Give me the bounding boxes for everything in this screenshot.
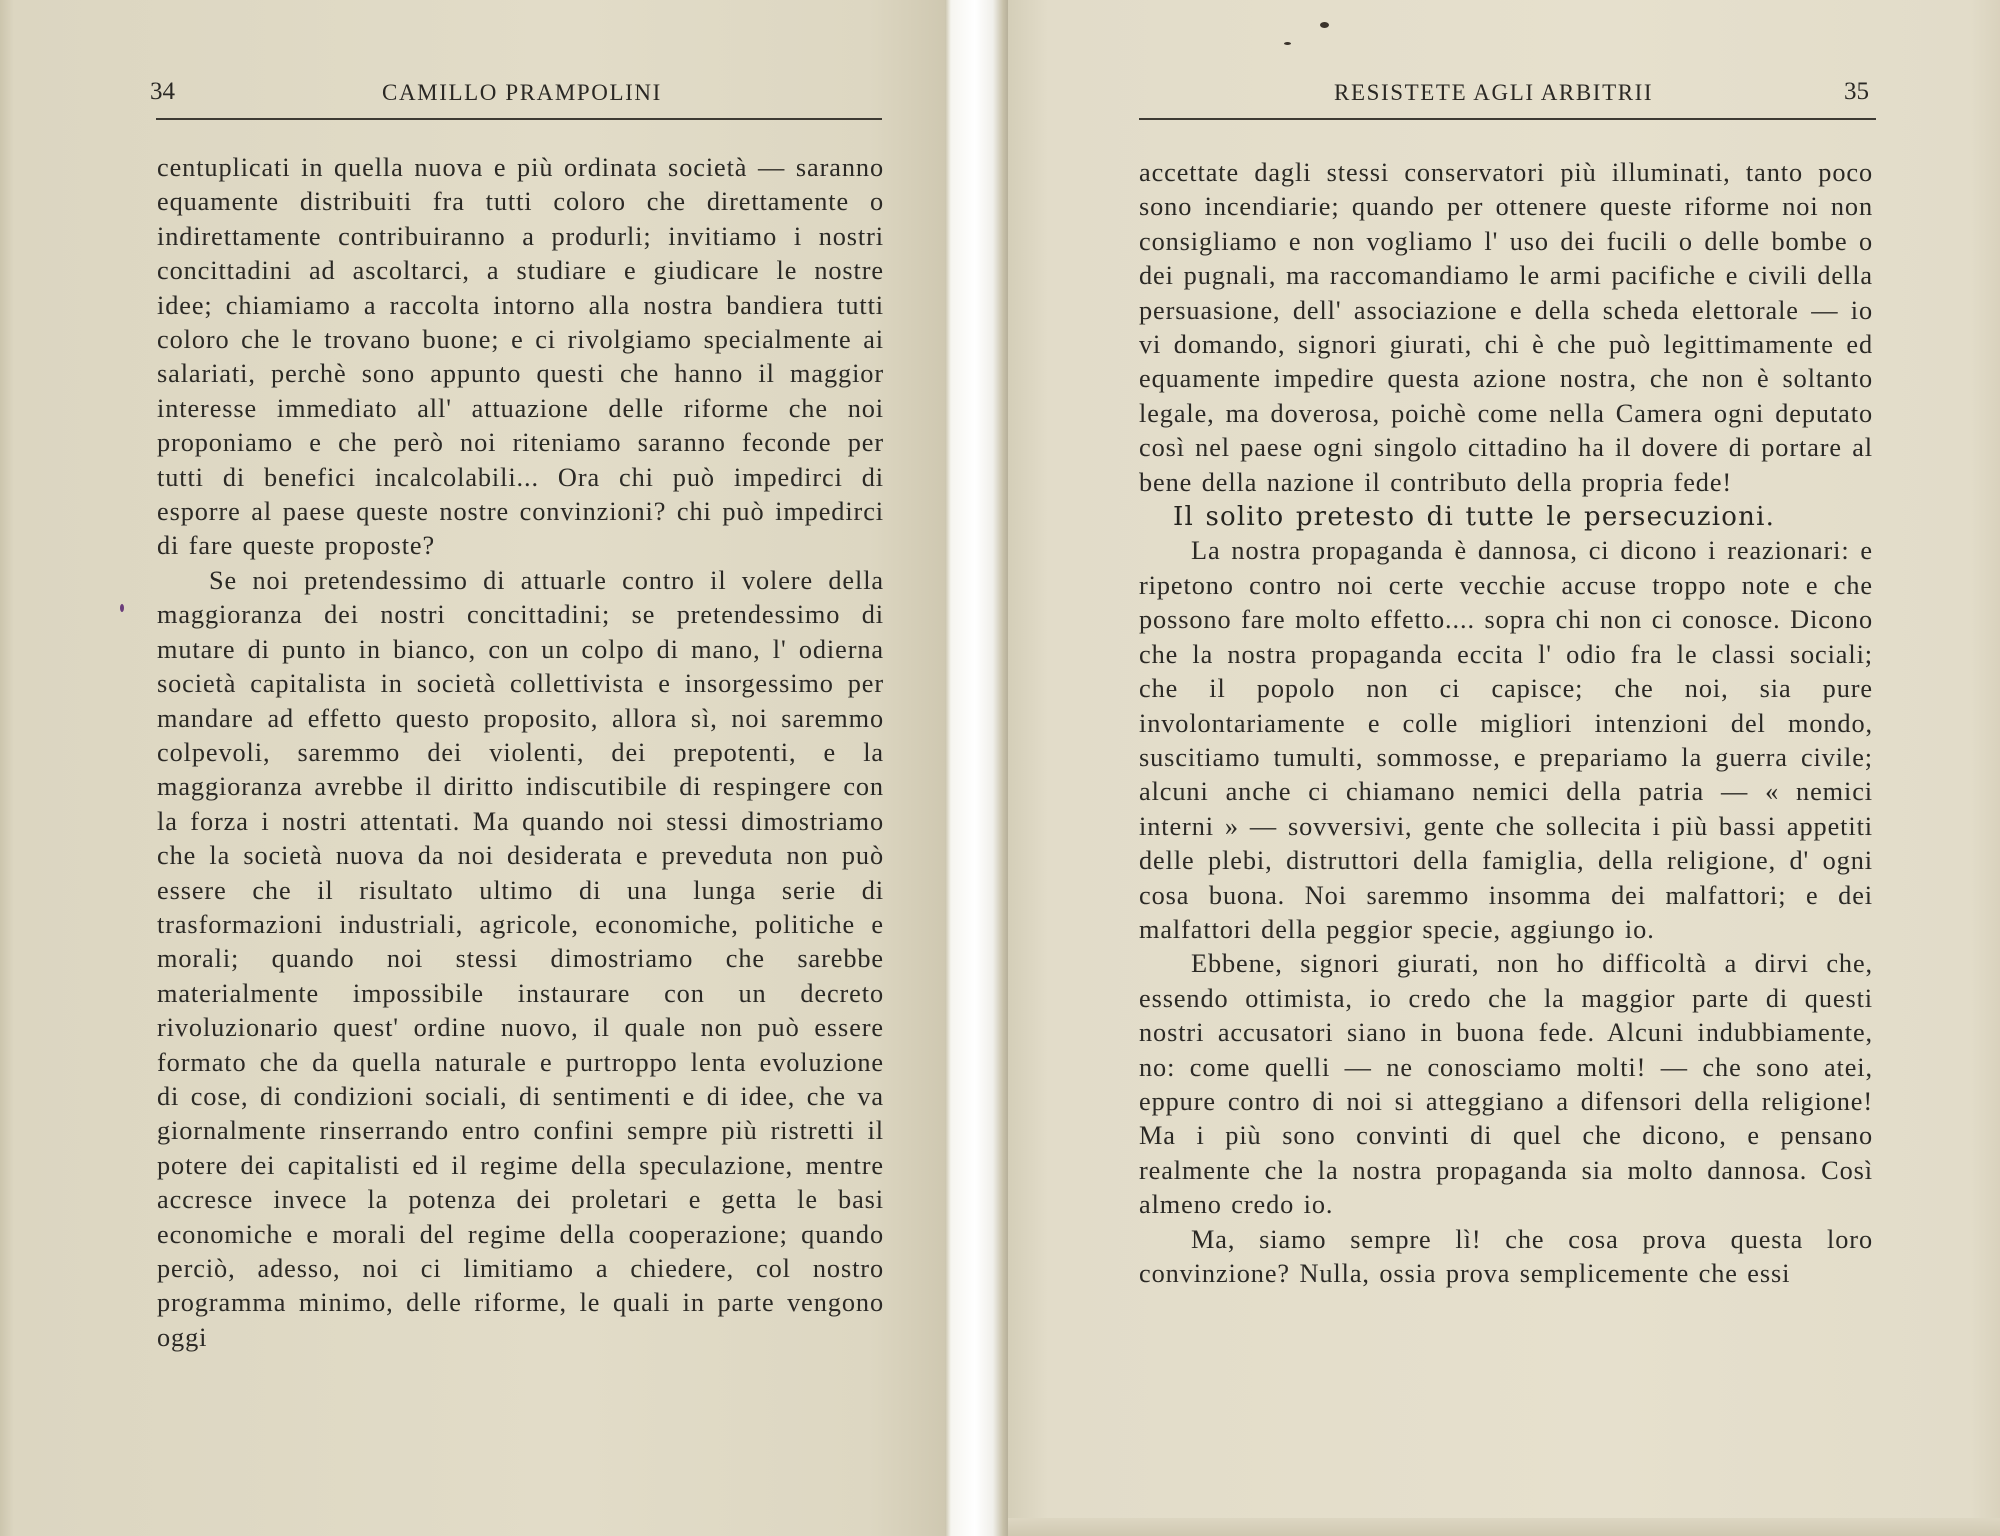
ink-mark: [120, 604, 124, 612]
left-header-rule: [156, 118, 882, 120]
right-page-number: 35: [1844, 78, 1869, 105]
left-paragraph-1: centuplicati in quella nuova e più ordinata società — saranno equamente distribuiti fra tutti coloro che direttamente o indirettamente contribuiranno a produrli; invitiamo i nostri concittadini ad ascoltarci, a studiare e giudicare le nostre idee; chiamiamo a raccolta intorno alla nostra bandiera tutti coloro che le trovano buone; e ci rivolgiamo specialmente ai salariati, perchè sono appunto questi che hanno il maggior interesse immediato all' attuazione delle riforme che noi proponiamo e che però noi riteniamo saranno feconde per tutti di benefici incalcolabili... Ora chi può impedirci di esporre al paese queste nostre convinzioni? chi può impedirci di fare queste proposte?: [157, 153, 884, 561]
paper-speck: [1284, 42, 1291, 45]
right-paragraph-continued: accettate dagli stessi conservatori più illuminati, tanto poco sono incendiarie; quando per ottenere queste riforme noi non consigliamo e non vogliamo l' uso dei fucili o delle bombe o dei pugnali, ma raccomandiamo le armi pacifiche e civili della persuasione, dell' associazione e della scheda elettorale — io vi domando, signori giurati, chi è che può legittimamente ed equamente impedire questa azione nostra, che non è soltanto legale, ma doverosa, poichè come nella Camera ogni deputato così nel paese ogni singolo cittadino ha il dovere di portare al bene della nazione il contributo della propria fede!: [1139, 158, 1873, 497]
left-running-head: CAMILLO PRAMPOLINI: [382, 80, 662, 105]
book-gutter: [945, 0, 1008, 1536]
right-page-header: [1334, 78, 1876, 112]
right-header-rule: [1139, 118, 1876, 120]
paper-speck: [1320, 22, 1329, 28]
left-page-body: [157, 151, 884, 1355]
left-paragraph-2: Se noi pretendessimo di attuarle contro il volere della maggioranza dei nostri concittadini; se pretendessimo di mutare di punto in bianco, con un colpo di mano, l' odierna società capitalista in società collettivista e insorgessimo per mandare ad effetto questo proposito, allora sì, noi saremmo colpevoli, saremmo dei violenti, dei prepotenti, e la maggioranza avrebbe il diritto indiscutibile di respingere con la forza i nostri attentati. Ma quando noi stessi dimostriamo che la società nuova da noi desiderata e preveduta non può essere che il risultato ultimo di una lunga serie di trasformazioni industriali, agricole, economiche, politiche e morali; quando noi stessi dimostriamo che sarebbe materialmente impossibile instaurare con un decreto rivoluzionario quest' ordine nuovo, il quale non può essere formato che da quella naturale e purtroppo lenta evoluzione di cose, di condizioni sociali, di sentimenti e di idee, che va giornalmente rinserrando entro confini sempre più ristretti il potere dei capitalisti ed il regime della speculazione, mentre accresce invece la potenza dei proletari e getta le basi economiche e morali del regime della cooperazione; quando perciò, adesso, noi ci limitiamo a chiedere, col nostro programma minimo, delle riforme, le quali in parte vengono oggi: [157, 565, 884, 1352]
right-paragraph-1: La nostra propaganda è dannosa, ci dicono i reazionari: e ripetono contro noi certe vecchie accuse troppo note e che possono fare molto effetto.... sopra chi non ci conosce. Dicono che la nostra propaganda eccita l' odio fra le classi sociali; che il popolo non ci capisce; che noi, sia pure involontariamente e colle migliori intenzioni del mondo, suscitiamo tumulti, sommosse, e prepariamo la guerra civile; alcuni anche ci chiamano nemici della patria — « nemici interni » — sovversivi, gente che sollecita i più bassi appetiti delle plebi, distruttori della famiglia, della religione, d' ogni cosa buona. Noi saremmo insomma dei malfattori; e dei malfattori della peggior specie, aggiungo io.: [1139, 536, 1873, 944]
right-paragraph-2: Ebbene, signori giurati, non ho difficoltà a dirvi che, essendo ottimista, io credo che la maggior parte di questi nostri accusatori siano in buona fede. Alcuni indubbiamente, no: come quelli — ne conosciamo molti! — che sono atei, eppure contro di noi si atteggiano a difensori della religione! Ma i più sono convinti di quel che dicono, e pensano realmente che la nostra propaganda sia molto dannosa. Così almeno credo io.: [1139, 949, 1873, 1220]
left-page-header: [150, 78, 882, 112]
left-page-number: 34: [150, 78, 175, 105]
left-page: [0, 0, 945, 1536]
page-bottom-edge: [1008, 1518, 2000, 1536]
section-heading: Il solito pretesto di tutte le persecuzioni.: [1173, 502, 1776, 533]
right-paragraph-3: Ma, siamo sempre lì! che cosa prova questa loro convinzione? Nulla, ossia prova semplicemente che essi: [1139, 1224, 1873, 1288]
right-page-body: [1139, 156, 1873, 1291]
right-page: [1008, 0, 2000, 1536]
right-running-head: RESISTETE AGLI ARBITRII: [1334, 80, 1654, 105]
